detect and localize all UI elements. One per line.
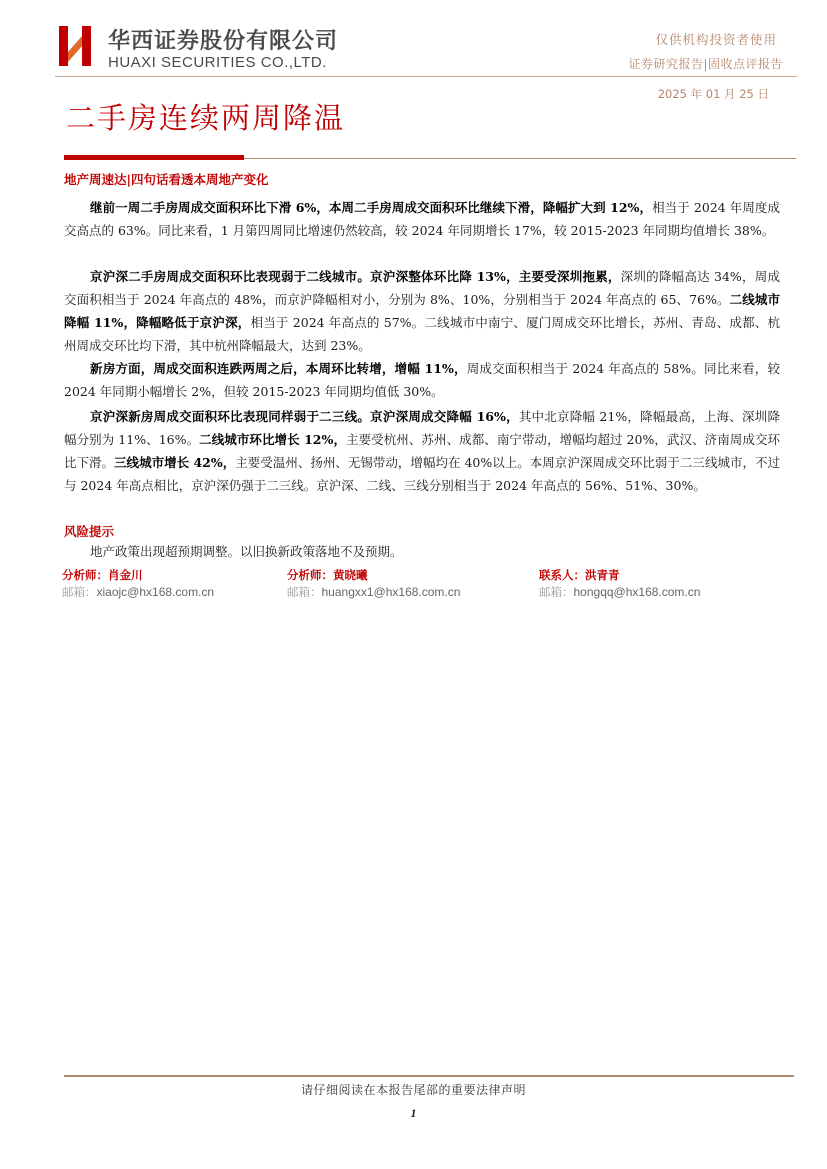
paragraph-newhome-cities xyxy=(64,405,780,497)
analyst-2 xyxy=(287,567,368,583)
analyst-name: 肖金川 xyxy=(108,568,143,582)
analyst-name: 黄晓曦 xyxy=(333,568,368,582)
page-number: 1 xyxy=(410,1106,417,1120)
contact-name: 洪青青 xyxy=(585,568,620,582)
title-divider xyxy=(244,158,796,159)
audience-notice: 仅供机构投资者使用 xyxy=(655,32,777,47)
paragraph-text: 周成交面积相当于 2024 年高点的 58%。同比来看，较 2024 年同期小幅增长 2%，但较 2015-2023 年同期均值低 30%。 xyxy=(64,361,780,399)
contact-email[interactable]: hongqq@hx168.com.cn xyxy=(573,585,701,599)
paragraph-text: 相当于 2024 年高点的 57%。二线城市中南宁、厦门周成交环比增长，苏州、青岛、成都、杭州周成交环比均下滑，其中杭州降幅最大，达到 23%。 xyxy=(64,315,780,353)
paragraph-text: 主要受温州、扬州、无锡带动，增幅均在 40%以上。本周京沪深周成交环比弱于二三线城市，不过与 2024 年高点相比，京沪深仍强于二三线。京沪深、二线、三线分别相当于 2024 年高点的 56%、51%、30%。 xyxy=(64,455,780,493)
paragraph-bold-lead: 京沪深二手房周成交面积环比表现弱于二线城市。京沪深整体环比降 13%，主要受深圳拖累， xyxy=(90,269,621,284)
paragraph-bold-lead: 二线城市降幅 11%，降幅略低于京沪深， xyxy=(64,292,780,330)
paragraph-secondhand-overview xyxy=(64,196,780,242)
contact-role: 联系人： xyxy=(539,568,585,582)
email-label: 邮箱： xyxy=(287,585,322,599)
header-divider xyxy=(55,76,797,77)
paragraph-bold-lead: 继前一周二手房周成交面积环比下滑 6%，本周二手房周成交面积环比继续下滑，降幅扩大到 12%， xyxy=(90,200,653,215)
email-label: 邮箱： xyxy=(62,585,97,599)
paragraph-bold-lead: 三线城市增长 42%， xyxy=(114,455,236,470)
risk-text: 地产政策出现超预期调整。以旧换新政策落地不及预期。 xyxy=(90,544,403,559)
report-date: 2025 年 01 月 25 日 xyxy=(657,87,769,101)
paragraph-text: 主要受杭州、苏州、成都、南宁带动，增幅均超过 20%，武汉、济南周成交环比下滑。 xyxy=(64,432,781,470)
section-heading-weekly: 地产周速达|四句话看透本周地产变化 xyxy=(64,172,269,187)
analyst-email[interactable]: xiaojc@hx168.com.cn xyxy=(96,585,215,599)
paragraph-text: 其中北京降幅 21%，降幅最高，上海、深圳降幅分别为 11%、16%。 xyxy=(64,409,780,447)
company-name-cn: 华西证券股份有限公司 xyxy=(108,29,339,54)
paragraph-bold-lead: 二线城市环比增长 12%， xyxy=(199,432,347,447)
analyst-role: 分析师： xyxy=(287,568,333,582)
analyst-1 xyxy=(62,567,143,583)
huaxi-logo xyxy=(55,22,95,70)
paragraph-newhome-overview xyxy=(64,357,780,403)
contact-person xyxy=(539,567,620,583)
analyst-email[interactable]: huangxx1@hx168.com.cn xyxy=(321,585,461,599)
title-accent-bar xyxy=(64,155,244,160)
paragraph-bold-lead: 京沪深新房周成交面积环比表现同样弱于二三线。京沪深周成交降幅 16%， xyxy=(90,409,519,424)
section-heading-risk: 风险提示 xyxy=(64,524,115,539)
analyst-1-contact xyxy=(62,584,214,600)
report-type: 证券研究报告|固收点评报告 xyxy=(628,57,783,71)
analyst-role: 分析师： xyxy=(62,568,108,582)
footer-divider xyxy=(64,1075,794,1077)
report-title: 二手房连续两周降温 xyxy=(66,101,346,135)
paragraph-text: 深圳的降幅高达 34%，周成交面积相当于 2024 年高点的 48%，而京沪降幅相对小，分别为 8%、10%，分别相当于 2024 年高点的 65、76%。 xyxy=(64,269,780,307)
contact-person-email-row xyxy=(539,584,700,600)
company-name-en: HUAXI SECURITIES CO.,LTD. xyxy=(108,54,327,71)
paragraph-text: 相当于 2024 年周度成交高点的 63%。同比来看，1 月第四周同比增速仍然较高，较 2024 年同期增长 17%，较 2015-2023 年同期均值增长 38%。 xyxy=(64,200,780,238)
legal-notice: 请仔细阅读在本报告尾部的重要法律声明 xyxy=(300,1083,526,1097)
analyst-2-contact xyxy=(287,584,460,600)
email-label: 邮箱： xyxy=(539,585,574,599)
paragraph-bold-lead: 新房方面，周成交面积连跌两周之后，本周环比转增，增幅 11%， xyxy=(90,361,467,376)
paragraph-secondhand-cities xyxy=(64,265,780,357)
